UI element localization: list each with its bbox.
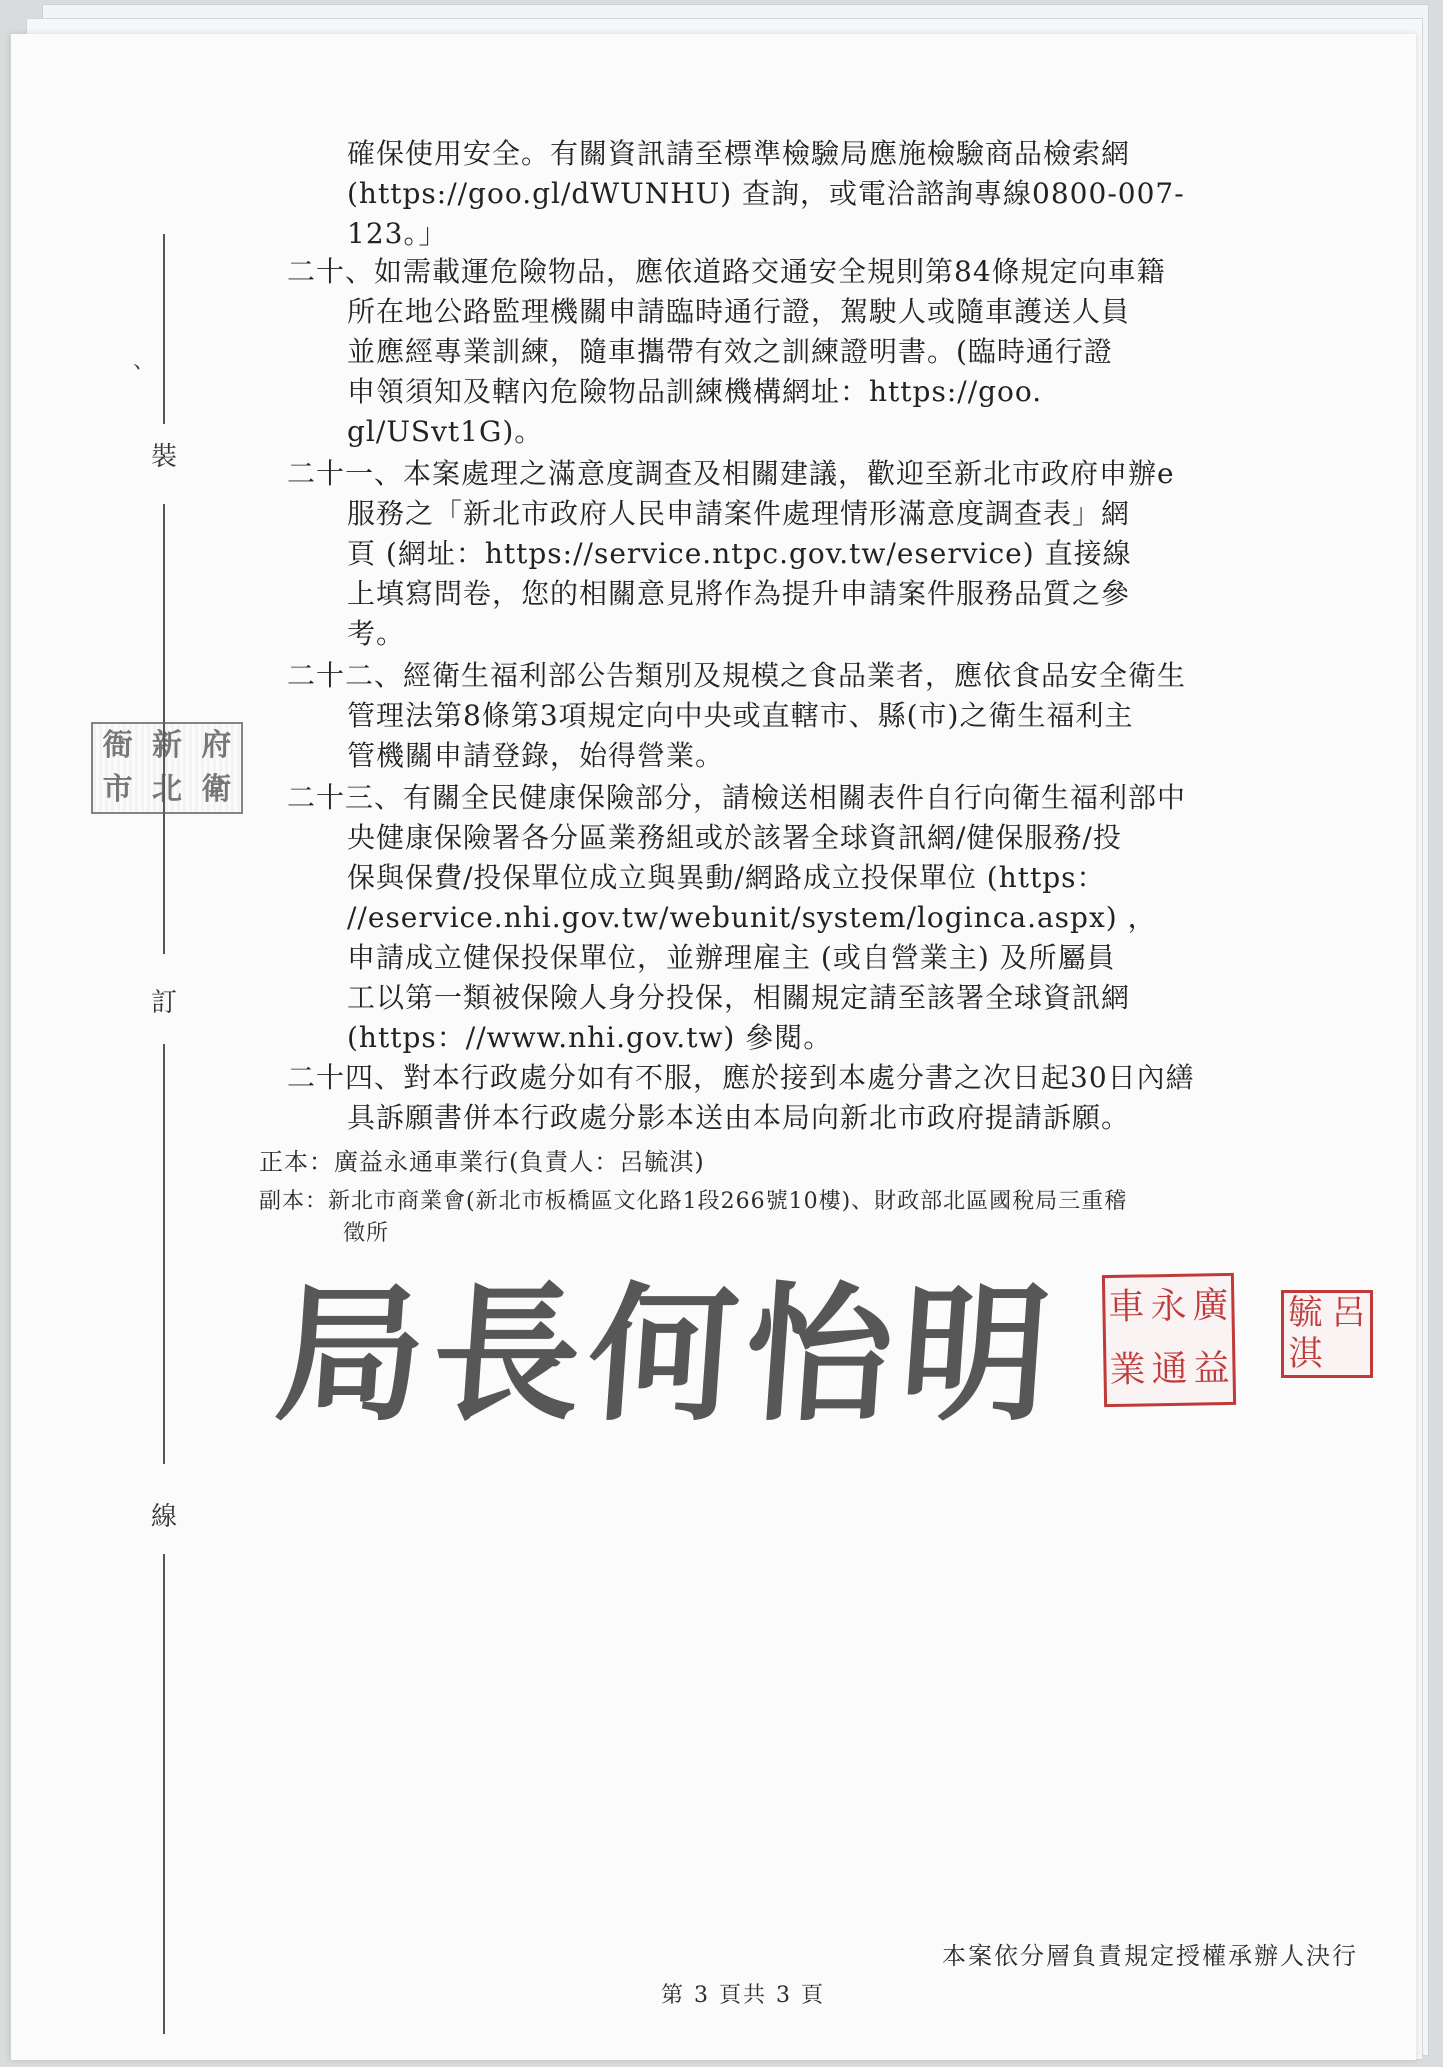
- personal-seal: [1281, 1290, 1373, 1378]
- paragraph-item-23: [287, 778, 1186, 1058]
- text-line: 二十二、經衛生福利部公告類別及規模之食品業者，應依食品安全衛生: [287, 659, 1187, 692]
- side-seal-char: 府: [201, 728, 232, 763]
- text-line: //eservice.nhi.gov.tw/webunit/system/loginca.aspx) ，: [347, 901, 1157, 934]
- personal-seal-char: 淇: [1288, 1334, 1323, 1374]
- text-line: 管理法第8條第3項規定向中央或直轄市、縣(市)之衛生福利主: [347, 699, 1134, 732]
- text-line: 工以第一類被保險人身分投保，相關規定請至該署全球資訊網: [347, 981, 1131, 1014]
- page-number: 第 3 頁共 3 頁: [661, 1983, 825, 2008]
- text-line: 二十四、對本行政處分如有不服，應於接到本處分書之次日起30日內繕: [287, 1061, 1195, 1094]
- text-line: 二十、如需載運危險物品，應依道路交通安全規則第84條規定向車籍: [287, 255, 1166, 288]
- text-line: 並應經專業訓練，隨車攜帶有效之訓練證明書。(臨時通行證: [347, 335, 1113, 368]
- text-line: 保與保費/投保單位成立與異動/網路成立投保單位 (https：: [347, 861, 1106, 894]
- text-line: 服務之「新北市政府人民申請案件處理情形滿意度調查表」網: [347, 497, 1131, 530]
- paragraph-item-21: [287, 454, 1175, 654]
- binding-mark-xian: 線: [150, 1502, 177, 1532]
- personal-seal-char: [1327, 1334, 1370, 1375]
- paragraph-item-24: [287, 1058, 1195, 1138]
- side-seal-char: 衛: [201, 772, 232, 807]
- side-seal-char: 衙: [102, 728, 133, 763]
- document-body: [11, 34, 1416, 2060]
- text-line: (https://goo.gl/dWUNHU) 查詢，或電洽諮詢專線0800-007-: [347, 177, 1185, 210]
- document-page: [10, 34, 1416, 2060]
- copy-recipient-line-2: 徵所: [343, 1221, 390, 1246]
- side-seal-char: 新: [151, 728, 182, 763]
- side-seal-char: 北: [151, 772, 182, 807]
- text-line: 頁 (網址：https://service.ntpc.gov.tw/eservice) 直接線: [347, 537, 1132, 570]
- delegation-note: 本案依分層負責規定授權承辦人決行: [942, 1942, 1358, 1970]
- text-line: 確保使用安全。有關資訊請至標準檢驗局應施檢驗商品檢索網: [347, 137, 1131, 170]
- company-seal: [1102, 1273, 1236, 1407]
- binding-mark-ding: 訂: [150, 988, 177, 1018]
- text-line: 申領須知及轄內危險物品訓練機構網址：https://goo.: [347, 375, 1043, 408]
- company-seal-char: 業: [1109, 1349, 1146, 1392]
- personal-seal-char: 毓: [1288, 1293, 1323, 1333]
- text-line: 具訴願書併本行政處分影本送由本局向新北市政府提請訴願。: [347, 1101, 1131, 1134]
- binding-tick: 、: [133, 349, 156, 374]
- company-seal-char: 益: [1193, 1347, 1230, 1390]
- company-seal-char: 永: [1150, 1285, 1187, 1328]
- text-line: 管機關申請登錄，始得營業。: [347, 739, 725, 772]
- text-line: gl/USvt1G)。: [347, 415, 544, 448]
- personal-seal-char: 呂: [1331, 1293, 1366, 1333]
- text-line: 123。」: [347, 217, 448, 250]
- text-line: 考。: [347, 617, 406, 650]
- paragraph-item-22: [287, 656, 1186, 776]
- text-line: 二十一、本案處理之滿意度調查及相關建議，歡迎至新北市政府申辦e: [287, 457, 1175, 490]
- text-line: 二十三、有關全民健康保險部分，請檢送相關表件自行向衛生福利部中: [287, 781, 1187, 814]
- paragraph-item-20: [287, 252, 1166, 452]
- text-line: (https：//www.nhi.gov.tw) 參閱。: [347, 1021, 833, 1054]
- paragraph-item-19-tail: [347, 134, 1185, 254]
- text-line: 央健康保險署各分區業務組或於該署全球資訊網/健保服務/投: [347, 821, 1122, 854]
- company-seal-char: 廣: [1192, 1284, 1229, 1327]
- copy-recipient-line-1: 副本：新北市商業會(新北市板橋區文化路1段266號10樓)、財政部北區國稅局三重稽: [259, 1189, 1128, 1214]
- text-line: 申請成立健保投保單位，並辦理雇主 (或自營業主) 及所屬員: [347, 941, 1116, 974]
- text-line: 上填寫問卷，您的相關意見將作為提升申請案件服務品質之參: [347, 577, 1131, 610]
- company-seal-char: 通: [1151, 1348, 1188, 1391]
- binding-mark-zhuang: 裝: [150, 442, 177, 472]
- company-seal-char: 車: [1108, 1286, 1145, 1329]
- original-recipient: 正本：廣益永通車業行(負責人：呂毓淇): [259, 1148, 705, 1176]
- side-seal-char: 市: [102, 772, 133, 807]
- text-line: 所在地公路監理機關申請臨時通行證，駕駛人或隨車護送人員: [347, 295, 1131, 328]
- director-signature: 局長何怡明: [270, 1267, 1064, 1441]
